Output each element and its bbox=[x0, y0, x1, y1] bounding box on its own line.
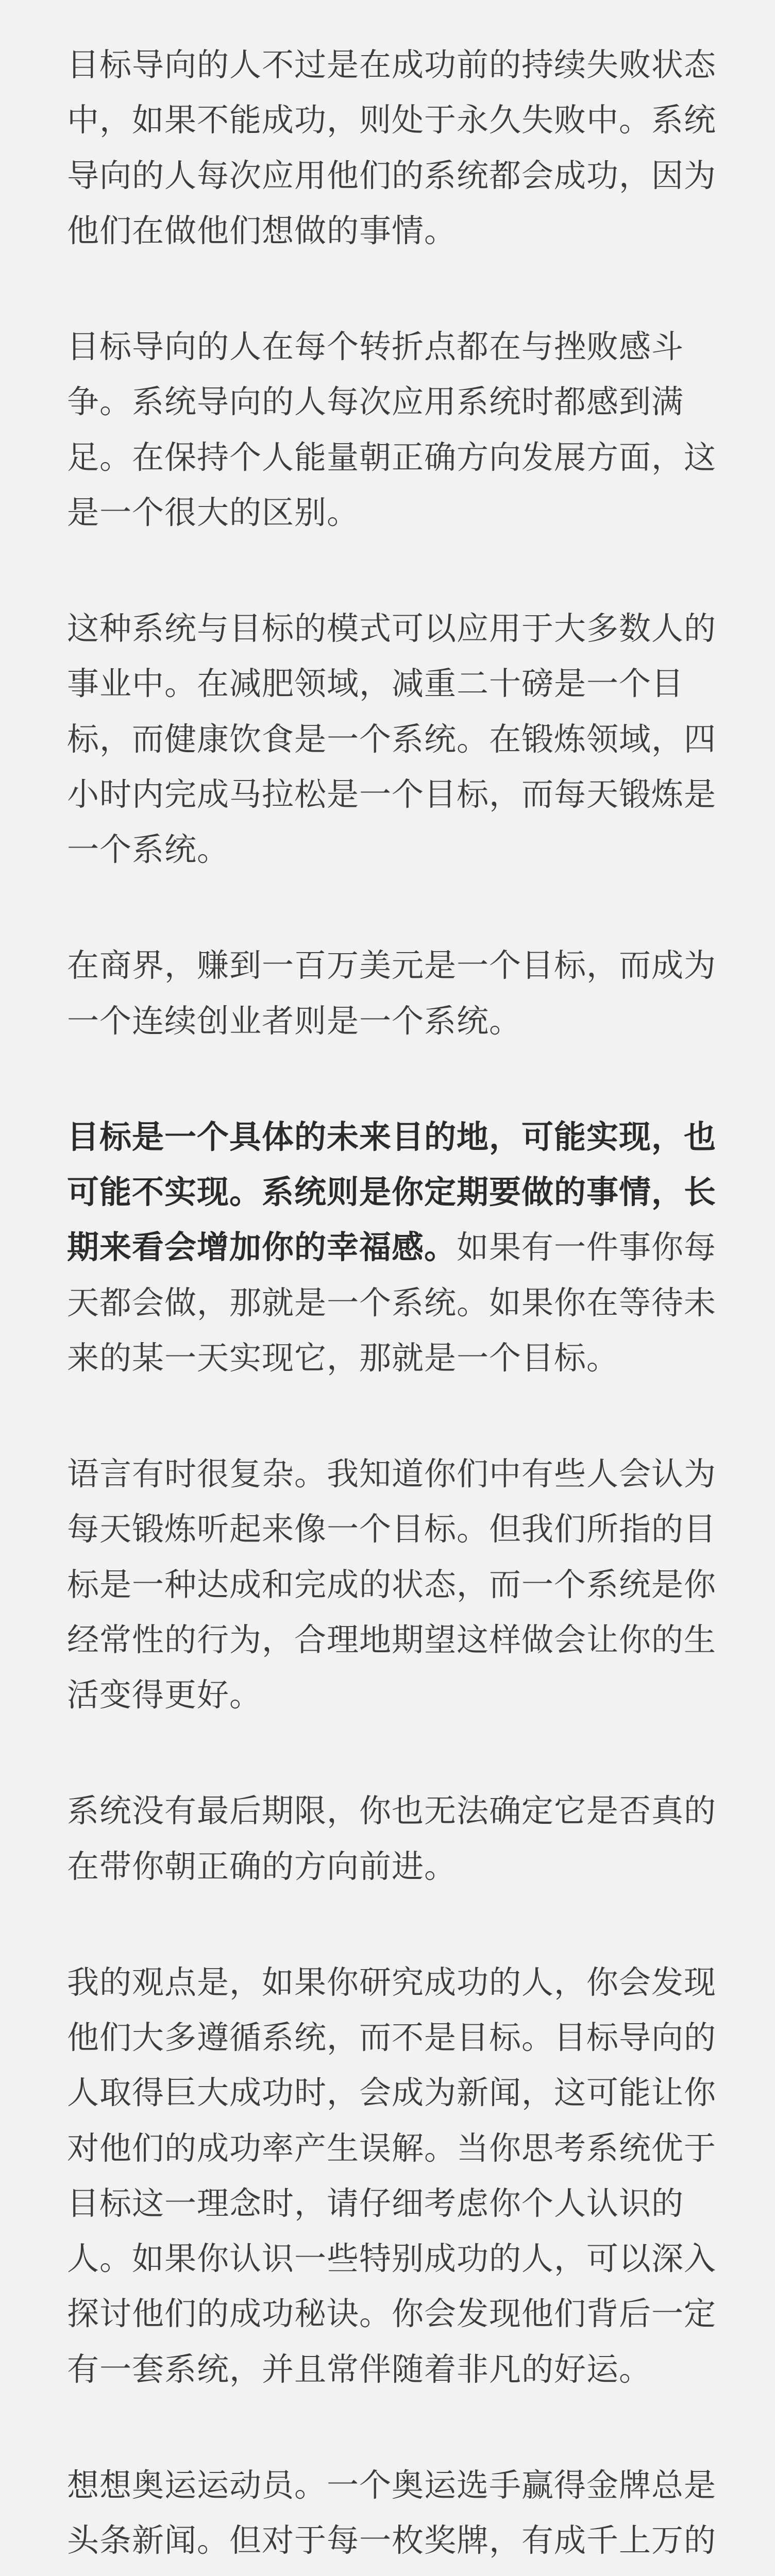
paragraph-7: 系统没有最后期限，你也无法确定它是否真的在带你朝正确的方向前进。 bbox=[67, 1792, 717, 1885]
paragraph-9: 想想奥运运动员。一个奥运选手赢得金牌总是头条新闻。但对于每一枚奖牌，有成千上万的 bbox=[67, 2466, 717, 2559]
paragraph-5-rest: 如果有一件事你每天都会做，那就是一个系统。如果你在等待未来的某一天实现它，那就是一个目标。 bbox=[67, 1228, 717, 1377]
paragraph-8: 我的观点是，如果你研究成功的人，你会发现他们大多遵循系统，而不是目标。目标导向的人取得巨大成功时，会成为新闻，这可能让你对他们的成功率产生误解。当你思考系统优于目标这一理念时，请仔细考虑你个人认识的人。如果你认识一些特别成功的人，可以深入探讨他们的成功秘诀。你会发现他们背后一定有一套系统，并且常伴随着非凡的好运。 bbox=[67, 1963, 717, 2388]
paragraph-4: 在商界，赚到一百万美元是一个目标，而成为一个连续创业者则是一个系统。 bbox=[67, 946, 717, 1040]
bold-definition: 目标是一个具体的未来目的地，可能实现，也可能不实现。系统则是你定期要做的事情，长期来看会增加你的幸福感。 bbox=[67, 1117, 717, 1266]
paragraph-2: 目标导向的人在每个转折点都在与挫败感斗争。系统导向的人每次应用系统时都感到满足。在保持个人能量朝正确方向发展方面，这是一个很大的区别。 bbox=[67, 328, 717, 531]
article-body bbox=[67, 37, 737, 2576]
paragraph-6: 语言有时很复杂。我知道你们中有些人会认为每天锻炼听起来像一个目标。但我们所指的目标是一种达成和完成的状态，而一个系统是你经常性的行为，合理地期望这样做会让你的生活变得更好。 bbox=[67, 1455, 717, 1714]
paragraph-3: 这种系统与目标的模式可以应用于大多数人的事业中。在减肥领域，减重二十磅是一个目标，而健康饮食是一个系统。在锻炼领域，四小时内完成马拉松是一个目标，而每天锻炼是一个系统。 bbox=[67, 609, 717, 868]
paragraph-1: 目标导向的人不过是在成功前的持续失败状态中，如果不能成功，则处于永久失败中。系统导向的人每次应用他们的系统都会成功，因为他们在做他们想做的事情。 bbox=[67, 46, 717, 249]
paragraph-5 bbox=[67, 1109, 737, 1385]
